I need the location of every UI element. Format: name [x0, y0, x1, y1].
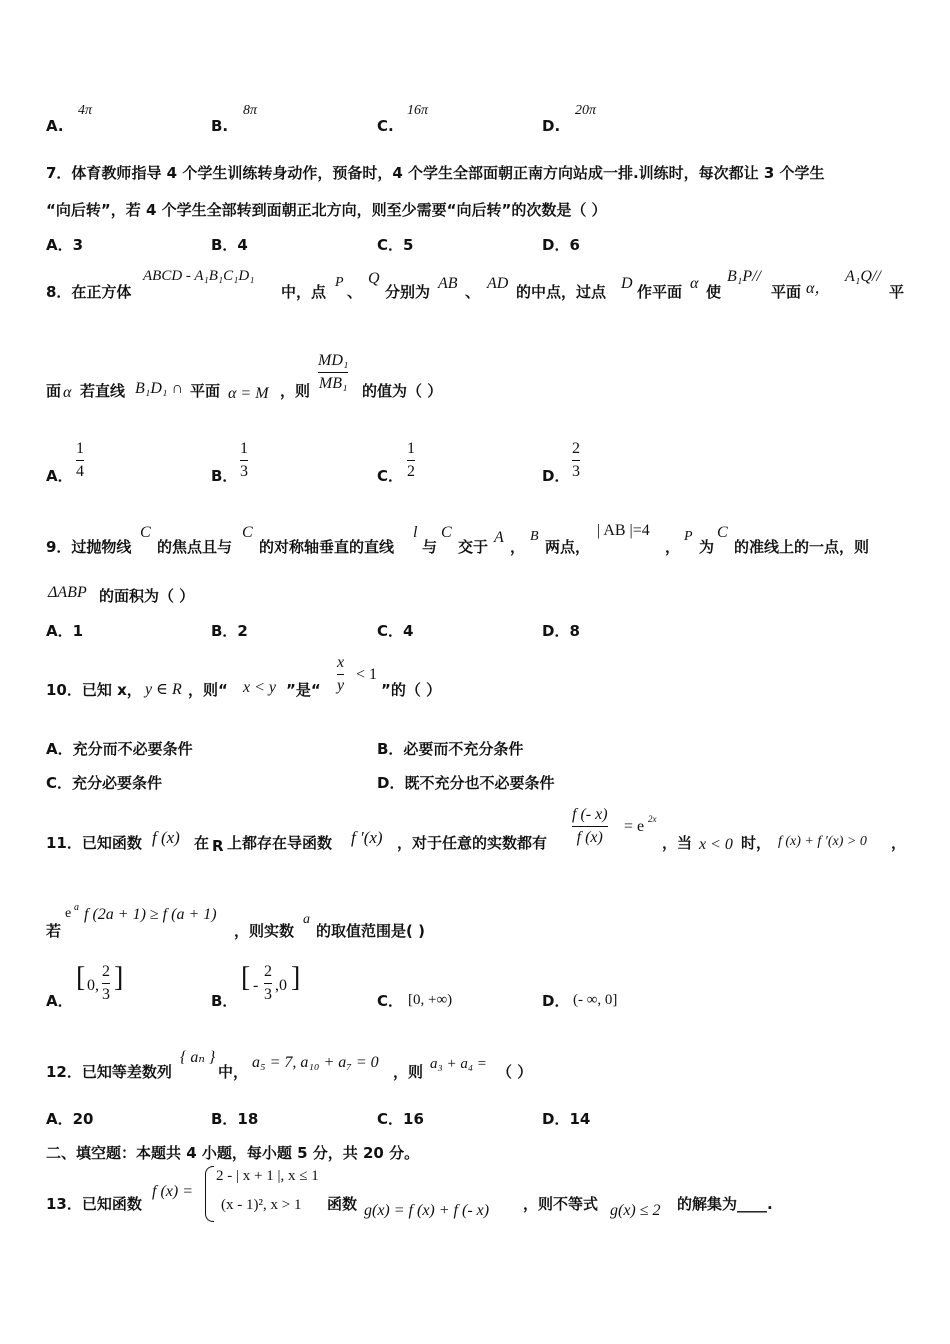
q11-var-a: a: [303, 912, 310, 927]
q8-opt-b-bar: [240, 460, 248, 461]
q6-opt-b-label: B.: [211, 117, 229, 135]
q11-fx: f (x): [152, 828, 180, 847]
q8-opt-a-num: 1: [76, 440, 84, 457]
q8-opt-b-label: B．: [211, 467, 238, 485]
q7-line-2: “向后转”，若 4 个学生全部转到面朝正北方向，则至少需要“向后转”的次数是（ ）: [46, 201, 607, 219]
q8-opt-a-bar: [76, 460, 84, 461]
q8-opt-a-fraction: [76, 440, 84, 481]
q8-opt-d-num: 2: [572, 440, 580, 457]
q8-opt-b-num: 1: [240, 440, 248, 457]
q8-opt-c-bar: [407, 460, 415, 461]
q8-ratio-numerator: MD₁: [318, 352, 349, 369]
q6-opt-c-value: 16π: [407, 103, 429, 118]
q9-text-8: ，: [665, 538, 681, 556]
q8-alpha: α: [690, 275, 699, 292]
q6-opt-d-label: D.: [542, 117, 561, 135]
q9-text-10: 的准线上的一点，则: [734, 538, 870, 556]
q11-text-7: ，: [891, 834, 907, 852]
q12-text-1: 12．已知等差数列: [46, 1063, 172, 1081]
q10-text-4: ”的（ ）: [381, 681, 442, 699]
q9-opt-c: C．4: [377, 622, 414, 640]
q11-line2-text-c: 的取值范围是( ): [316, 922, 425, 940]
q8-opt-b-fraction: [240, 440, 248, 481]
q11-opt-b-zero: ,0: [275, 977, 287, 994]
q10-y-in-r: y ∈ R: [145, 681, 182, 698]
q11-opt-b-num: 2: [264, 963, 272, 980]
q9-c-2: C: [242, 524, 253, 541]
q9-text-3: 的对称轴垂直的直线: [259, 538, 395, 556]
q8-ad: AD: [487, 275, 509, 292]
section-2-heading: 二、填空题：本题共 4 小题，每小题 5 分，共 20 分。: [46, 1144, 420, 1162]
q9-line-2: 的面积为（ ）: [99, 587, 195, 605]
q8-opt-b-den: 3: [240, 463, 248, 480]
q8-opt-a-label: A．: [46, 467, 73, 485]
q11-opt-b-den: 3: [264, 986, 272, 1003]
q8-text-2: 中，点: [281, 283, 327, 301]
q8-text-10: 平: [889, 283, 905, 301]
q9-line-l: l: [413, 524, 418, 541]
q11-opt-a-zero: 0,: [87, 977, 99, 994]
q11-ineq: f (x) + f ′(x) > 0: [778, 834, 867, 849]
q11-cond: f (2a + 1) ≥ f (a + 1): [84, 906, 217, 923]
q9-point-a: A: [494, 529, 504, 546]
q11-opt-b-label: B．: [211, 992, 238, 1010]
q11-opt-b-bar: [264, 983, 272, 984]
q8-ratio-bar: [318, 372, 348, 373]
q9-text-6: ，: [510, 538, 526, 556]
q8-point-p: P: [335, 275, 344, 290]
q11-fpx: f ′(x): [351, 828, 383, 847]
q8-opt-c-label: C．: [377, 467, 404, 485]
q11-text-6: 时，: [741, 834, 772, 852]
q10-opt-b: B．必要而不充分条件: [377, 740, 524, 758]
q6-opt-a-label: A.: [46, 117, 64, 135]
q8-line2-text-b: 若直线: [80, 382, 126, 400]
q10-text-2: ，则“: [188, 681, 228, 699]
q10-opt-c: C．充分必要条件: [46, 774, 163, 792]
q11-text-3: 上都存在导函数: [227, 834, 333, 852]
q11-x-lt-0: x < 0: [699, 836, 733, 853]
q8-alpha-m: α = M: [228, 385, 269, 402]
q10-frac-den: y: [337, 677, 345, 694]
q8-cube: ABCD - A₁B₁C₁D₁: [143, 268, 255, 284]
q9-point-b: B: [530, 529, 539, 544]
q8-line2-text-e: 的值为（ ）: [362, 382, 443, 400]
q8-opt-d-den: 3: [572, 463, 580, 480]
q11-r: R: [212, 837, 224, 855]
q8-line2-text-d: ，则: [280, 382, 311, 400]
q9-text-5: 交于: [458, 538, 489, 556]
q9-triangle: ΔABP: [48, 584, 87, 601]
q9-c-4: C: [717, 524, 728, 541]
q8-alpha-3: α: [63, 384, 72, 401]
q8-point-d: D: [621, 275, 633, 292]
q11-text-4: ，对于任意的实数都有: [397, 834, 548, 852]
q11-opt-a-fraction: [102, 963, 110, 1004]
q10-text-1: 10．已知 x，: [46, 681, 142, 699]
q8-opt-d-bar: [572, 460, 580, 461]
q11-text-2: 在: [194, 834, 210, 852]
q12-condition: a₅ = 7, a₁₀ + a₇ = 0: [252, 1054, 379, 1071]
q10-opt-d: D．既不充分也不必要条件: [377, 774, 555, 792]
q10-text-3: ”是“: [286, 681, 321, 699]
q10-x-lt-y: x < y: [243, 679, 276, 696]
q8-opt-d-fraction: [572, 440, 580, 481]
q11-opt-d-label: D．: [542, 992, 570, 1010]
q13-text-3: ，则不等式: [523, 1195, 599, 1213]
q13-text-1: 13．已知函数: [46, 1195, 142, 1213]
q8-ab: AB: [438, 275, 458, 292]
q9-opt-d: D．8: [542, 622, 580, 640]
q7-opt-d: D．6: [542, 236, 580, 254]
q13-g: g(x) = f (x) + f (- x): [364, 1202, 490, 1219]
q6-opt-d-value: 20π: [575, 103, 597, 118]
q8-opt-c-num: 1: [407, 440, 415, 457]
q8-text-9: 平面: [771, 283, 802, 301]
q8-opt-a-den: 4: [76, 463, 84, 480]
q12-sequence: { aₙ }: [180, 1049, 216, 1066]
q10-frac-bar: [337, 674, 344, 675]
q8-ratio-denominator: MB₁: [318, 375, 348, 392]
q13-case-2: (x - 1)², x > 1: [221, 1197, 302, 1213]
q8-text-7: 作平面: [637, 283, 683, 301]
q9-point-p: P: [684, 529, 693, 544]
q8-opt-c-den: 2: [407, 463, 415, 480]
q10-lt-one: < 1: [356, 666, 378, 683]
q8-line2-text-c: 平面: [190, 382, 221, 400]
q11-opt-b-right-bracket: ]: [291, 962, 301, 993]
q8-b1p: B₁P//: [727, 268, 761, 285]
q10-fraction: [337, 654, 344, 695]
q9-text-1: 9．过抛物线: [46, 538, 132, 556]
q9-c-3: C: [441, 524, 452, 541]
q11-frac-den: f (x): [576, 829, 603, 846]
q8-opt-c-fraction: [407, 440, 415, 481]
q11-cond-a: a: [74, 902, 79, 913]
q8-point-q: Q: [368, 270, 380, 287]
q12-text-2: 中，: [218, 1063, 249, 1081]
q11-text-1: 11．已知函数: [46, 834, 142, 852]
q9-text-2: 的焦点且与: [157, 538, 233, 556]
q8-b1d1: B₁D₁ ∩: [135, 380, 184, 397]
q11-opt-a-den: 3: [102, 986, 110, 1003]
q13-text-2: 函数: [327, 1195, 358, 1213]
q8-text-6: 的中点，过点: [516, 283, 607, 301]
q13-fx: f (x) =: [152, 1183, 193, 1200]
q11-frac-bar: [572, 826, 608, 827]
q9-c-1: C: [140, 524, 151, 541]
q11-opt-b-left-bracket: [: [241, 962, 251, 993]
q7-line-1: 7．体育教师指导 4 个学生训练转身动作，预备时，4 个学生全部面朝正南方向站成一排.训练时，每次都让 3 个学生: [46, 164, 825, 182]
q8-a1q: A₁Q//: [845, 268, 881, 285]
q9-opt-b: B．2: [211, 622, 248, 640]
q8-text-3: 、: [347, 283, 363, 301]
q7-opt-a: A．3: [46, 236, 84, 254]
q9-text-9: 为: [699, 538, 715, 556]
q11-opt-a-left-bracket: [: [76, 962, 86, 993]
q12-text-4: （ ）: [497, 1063, 533, 1081]
q13-brace: [205, 1166, 214, 1222]
q8-ratio-fraction: [318, 352, 348, 393]
q11-opt-a-bar: [102, 983, 110, 984]
q11-text-5: ，当: [662, 834, 693, 852]
q11-cond-e: e: [65, 906, 72, 921]
q12-opt-c: C．16: [377, 1110, 424, 1128]
q13-g-le-2: g(x) ≤ 2: [610, 1202, 661, 1219]
q11-frac-num: f (- x): [572, 806, 608, 823]
q11-fraction: [572, 806, 608, 847]
q11-line2-text-a: 若: [46, 922, 62, 940]
q11-line2-text-b: ，则实数: [234, 922, 295, 940]
q11-opt-c-label: C．: [377, 992, 404, 1010]
q7-opt-c: C．5: [377, 236, 414, 254]
q8-text-4: 分别为: [385, 283, 431, 301]
q10-opt-a: A．充分而不必要条件: [46, 740, 193, 758]
q11-opt-a-label: A．: [46, 992, 73, 1010]
q9-text-4: 与: [422, 538, 438, 556]
q11-opt-d-value: (- ∞, 0]: [573, 992, 618, 1008]
q6-opt-a-value: 4π: [78, 103, 93, 118]
q9-ab-length: | AB |=4: [597, 522, 650, 539]
q11-opt-b-fraction: [264, 963, 272, 1004]
q7-opt-b: B．4: [211, 236, 248, 254]
q12-opt-d: D．14: [542, 1110, 591, 1128]
q8-line2-text-a: 面: [46, 382, 62, 400]
q6-opt-c-label: C.: [377, 117, 394, 135]
q8-text-5: 、: [465, 283, 481, 301]
q13-text-4: 的解集为____.: [677, 1195, 773, 1213]
q13-case-1: 2 - | x + 1 |, x ≤ 1: [216, 1168, 319, 1184]
q8-alpha-2: α，: [806, 280, 831, 297]
q12-opt-a: A．20: [46, 1110, 94, 1128]
q8-text-1: 8．在正方体: [46, 283, 132, 301]
q9-opt-a: A．1: [46, 622, 84, 640]
q12-text-3: ，则: [393, 1063, 424, 1081]
q11-opt-b-minus: -: [253, 977, 259, 994]
q8-opt-d-label: D．: [542, 467, 570, 485]
q11-opt-a-num: 2: [102, 963, 110, 980]
q11-opt-c-value: [0, +∞): [408, 992, 453, 1008]
q11-opt-a-right-bracket: ]: [114, 962, 124, 993]
q11-eq-e: = e: [624, 818, 645, 835]
q12-opt-b: B．18: [211, 1110, 259, 1128]
q11-exp: 2x: [648, 814, 657, 824]
q10-frac-num: x: [337, 654, 345, 671]
q12-ask: a₃ + a₄ =: [430, 1056, 487, 1072]
q6-opt-b-value: 8π: [243, 103, 258, 118]
q8-text-8: 使: [706, 283, 722, 301]
q9-text-7: 两点，: [545, 538, 591, 556]
